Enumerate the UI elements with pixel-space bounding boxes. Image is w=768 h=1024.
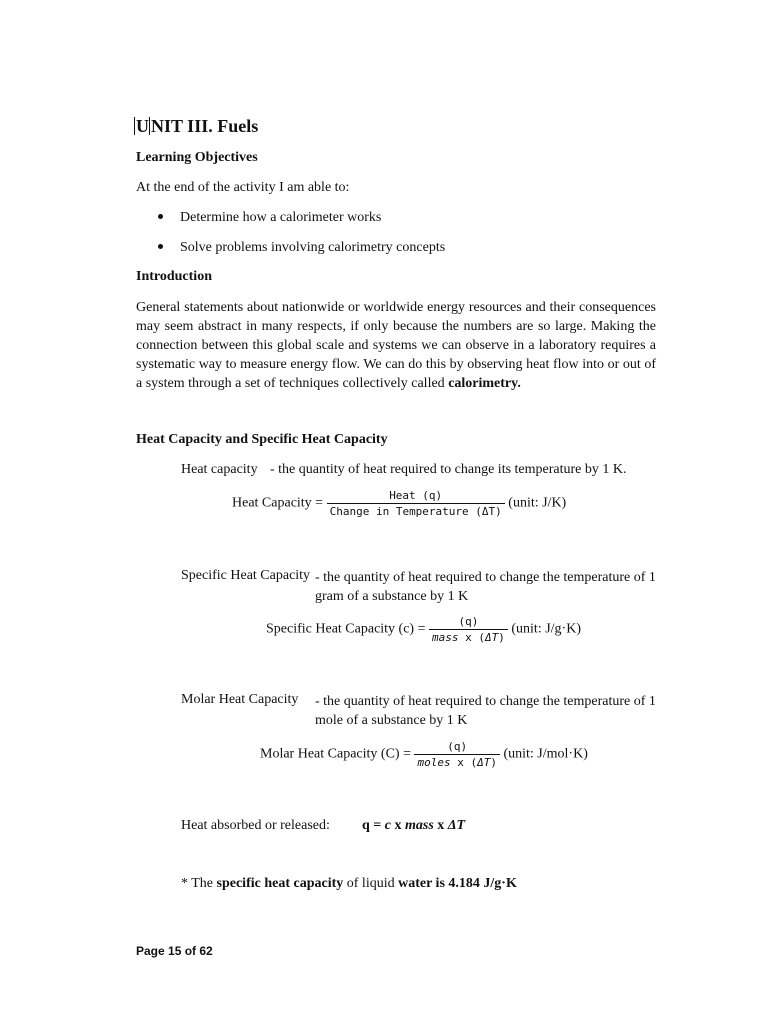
definition-line: gram of a substance by 1 K	[315, 589, 469, 604]
den-close: )	[498, 631, 505, 644]
fraction-denominator	[414, 754, 500, 769]
intro-line: General statements about nationwide or worldwide energy resources and their consequences	[136, 300, 656, 315]
bullet-icon	[158, 244, 163, 249]
heat-capacity-equation	[232, 489, 566, 518]
equation-unit: (unit: J/g·K)	[511, 621, 581, 637]
note-mid: of liquid	[343, 876, 399, 891]
den-text: x (	[458, 631, 485, 644]
calorimetry-term: calorimetry.	[448, 376, 521, 391]
introduction-paragraph	[136, 298, 656, 393]
unit-title-first-letter: U	[136, 116, 149, 136]
bullet-text: Determine how a calorimeter works	[180, 210, 382, 225]
den-text: x (	[450, 756, 478, 769]
intro-last-line	[136, 374, 656, 393]
bullet-icon	[158, 214, 163, 219]
heat-equation	[362, 818, 465, 834]
bullet-text: Solve problems involving calorimetry concepts	[180, 240, 446, 255]
equation-label: Specific Heat Capacity (c) =	[266, 621, 426, 637]
page-of: of	[181, 944, 200, 958]
intro-last-line-text: a system through a set of techniques collectively called	[136, 376, 449, 391]
intro-line: systematic way to measure energy flow. We can do this by observing heat flow into or out of	[136, 357, 656, 372]
fraction-numerator: (q)	[447, 740, 468, 753]
delta-t-variable: ΔT	[447, 818, 466, 833]
times-sign: x	[433, 818, 448, 833]
fraction	[327, 489, 505, 518]
equation-unit: (unit: J/K)	[508, 495, 567, 511]
text-cursor	[134, 117, 135, 135]
delta-t-variable: ΔT	[485, 631, 499, 644]
water-specific-heat-note	[181, 876, 517, 892]
specific-heat-equation	[266, 615, 581, 644]
equation-label: Molar Heat Capacity (C) =	[260, 746, 411, 762]
fraction-numerator: Heat (q)	[389, 489, 443, 502]
unit-title	[134, 116, 258, 137]
learning-objectives-intro: At the end of the activity I am able to:	[136, 180, 350, 195]
q-equals: q =	[362, 818, 385, 833]
note-prefix: * The	[181, 876, 217, 891]
fraction	[429, 615, 508, 644]
fraction-numerator: (q)	[458, 615, 479, 628]
molar-heat-equation	[260, 740, 588, 769]
text-cursor-2	[149, 117, 150, 135]
page-label: Page	[136, 944, 169, 958]
c-variable: c	[384, 818, 391, 833]
definition-line: - the quantity of heat required to change the temperature of 1	[315, 694, 656, 709]
delta-t-variable: ΔT	[477, 756, 491, 769]
total-pages: 62	[199, 944, 213, 958]
heat-capacity-term: Heat capacity	[181, 462, 258, 477]
heat-capacity-heading: Heat Capacity and Specific Heat Capacity	[136, 432, 388, 447]
moles-variable: moles	[417, 756, 451, 769]
fraction-denominator	[429, 629, 508, 644]
intro-line: may seem abstract in many respects, if only because the numbers are so large. Making the	[136, 319, 656, 334]
heat-absorbed-label: Heat absorbed or released:	[181, 818, 330, 833]
note-bold-value: water is 4.184 J/g·K	[398, 876, 517, 891]
intro-line: connection between this global scale and systems we can observe in a laboratory requires a	[136, 338, 656, 353]
times-sign: x	[390, 818, 405, 833]
definition-line: - the quantity of heat required to change the temperature of 1	[315, 570, 656, 585]
molar-heat-definition	[315, 692, 656, 730]
heat-capacity-definition: - the quantity of heat required to change its temperature by 1 K.	[270, 462, 627, 477]
specific-heat-term: Specific Heat Capacity	[181, 568, 311, 583]
page-footer	[136, 944, 213, 958]
introduction-heading: Introduction	[136, 269, 212, 284]
definition-line: mole of a substance by 1 K	[315, 713, 468, 728]
page-number: 15	[168, 944, 182, 958]
bullet-item	[158, 240, 445, 256]
equation-label: Heat Capacity =	[232, 495, 324, 511]
specific-heat-definition	[315, 568, 656, 606]
fraction-denominator: Change in Temperature (ΔT)	[327, 503, 505, 518]
learning-objectives-heading: Learning Objectives	[136, 150, 258, 165]
mass-variable: mass	[404, 818, 434, 833]
den-close: )	[490, 756, 497, 769]
mass-variable: mass	[432, 631, 459, 644]
molar-heat-term: Molar Heat Capacity	[181, 692, 299, 707]
bullet-item	[158, 210, 381, 226]
equation-unit: (unit: J/mol·K)	[503, 746, 588, 762]
fraction	[414, 740, 500, 769]
unit-title-text: NIT III. Fuels	[151, 116, 259, 136]
note-bold-term: specific heat capacity	[216, 876, 344, 891]
